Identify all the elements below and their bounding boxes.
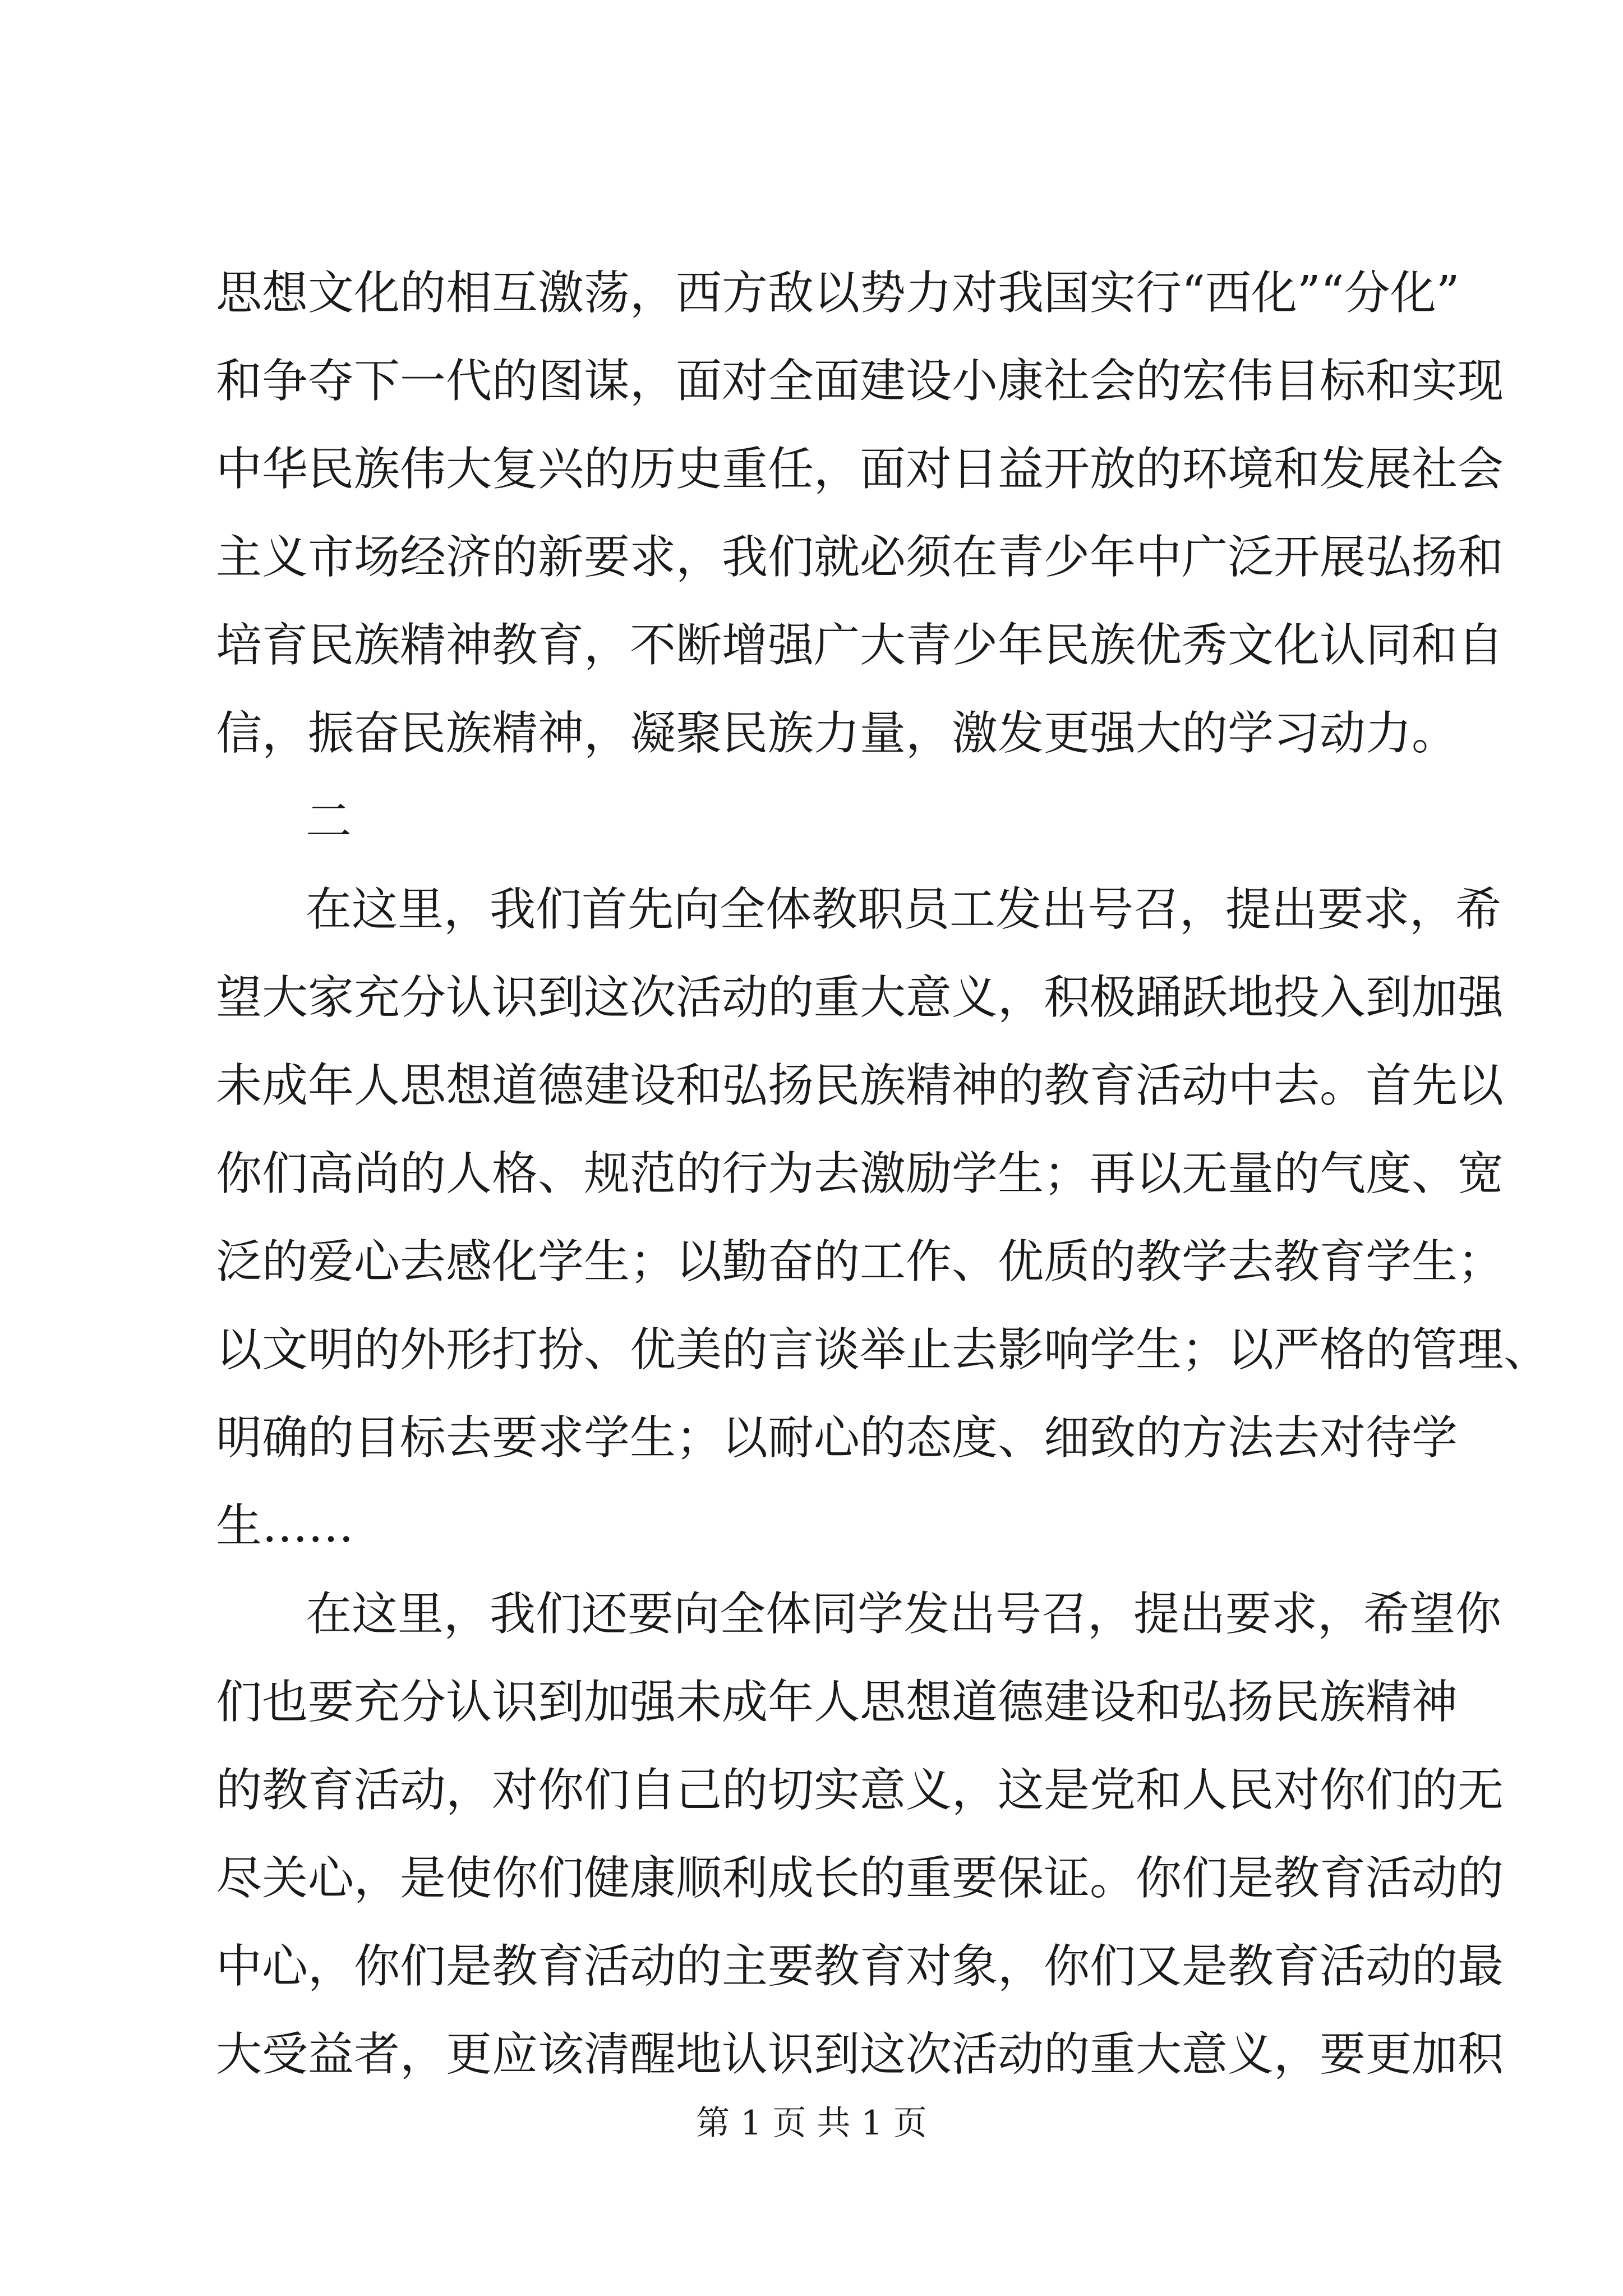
text-line: 尽关心，是使你们健康顺利成长的重要保证。你们是教育活动的: [216, 1852, 1504, 1905]
text-line: 们也要充分认识到加强未成年人思想道德建设和弘扬民族精神: [216, 1676, 1458, 1729]
text-line: 中心，你们是教育活动的主要教育对象，你们又是教育活动的最: [216, 1940, 1504, 1993]
text-line: 明确的目标去要求学生；以耐心的态度、细致的方法去对待学: [216, 1411, 1458, 1465]
text-line: 你们高尚的人格、规范的行为去激励学生；再以无量的气度、宽: [216, 1147, 1504, 1200]
document-body: [216, 249, 1550, 2099]
text-line: 培育民族精神教育，不断增强广大青少年民族优秀文化认同和自: [216, 619, 1504, 672]
text-line: 泛的爱心去感化学生；以勤奋的工作、优质的教学去教育学生；: [216, 1235, 1504, 1289]
text-line: 望大家充分认识到这次活动的重大意义，积极踊跃地投入到加强: [216, 971, 1504, 1024]
section-number: 二: [306, 795, 352, 848]
text-line: 中华民族伟大复兴的历史重任，面对日益开放的环境和发展社会: [216, 443, 1504, 496]
text-line: 生……: [216, 1499, 354, 1553]
text-line: 思想文化的相互激荡，西方敌以势力对我国实行“西化”“分化”: [216, 266, 1460, 320]
text-line: 的教育活动，对你们自己的切实意义，这是党和人民对你们的无: [216, 1764, 1504, 1817]
text-line: 大受益者，更应该清醒地认识到这次活动的重大意义，要更加积: [216, 2028, 1504, 2081]
text-line: 未成年人思想道德建设和弘扬民族精神的教育活动中去。首先以: [216, 1059, 1504, 1112]
paragraph-first-line: 在这里，我们还要向全体同学发出号召，提出要求，希望你: [306, 1588, 1502, 1641]
page-footer: 第 1 页 共 1 页: [696, 2104, 927, 2143]
text-line: 主义市场经济的新要求，我们就必须在青少年中广泛开展弘扬和: [216, 531, 1504, 584]
text-line: 以文明的外形打扮、优美的言谈举止去影响学生；以严格的管理、: [216, 1323, 1550, 1377]
text-line: 和争夺下一代的图谋，面对全面建设小康社会的宏伟目标和实现: [216, 355, 1504, 408]
text-line: 信，振奋民族精神，凝聚民族力量，激发更强大的学习动力。: [216, 707, 1458, 760]
paragraph-first-line: 在这里，我们首先向全体教职员工发出号召，提出要求，希: [306, 883, 1502, 936]
